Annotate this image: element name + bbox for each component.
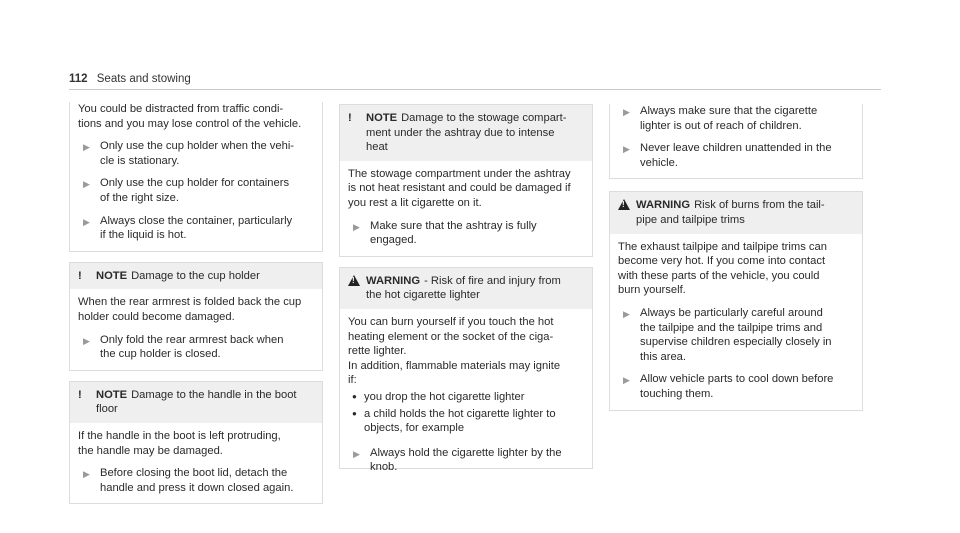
triangle-right-icon: ▶ [353,448,360,459]
triangle-right-icon: ▶ [83,142,90,153]
triangle-right-icon: ▶ [353,221,360,232]
note-body: If the handle in the boot is left protruding, the handle may be damaged. [78,429,281,457]
note-keyword: NOTE [96,269,128,282]
bullet-dot-icon: ● [352,408,357,418]
step-item: ▶ Always make sure that the cigarette lighter is out of reach of children. [618,104,854,133]
page-header [69,72,191,87]
note-stowage-compartment [339,104,593,257]
note-keyword: NOTE [96,388,128,401]
note-body: The stowage compartment under the ashtray is not heat resistant and could be damaged if you rest a lit cigarette on it. [348,167,571,209]
step-item: ▶ Allow vehicle parts to cool down before touching them. [618,372,854,401]
warning-tailpipe [609,191,863,410]
warning-header [610,192,862,233]
step-item: ▶ Make sure that the ashtray is fully engaged. [348,219,584,248]
warning-cigarette-lighter [339,267,593,474]
step-item: ▶ Always close the container, particularly if the liquid is hot. [78,214,314,243]
note-header [70,263,322,290]
section-title: Seats and stowing [96,73,191,85]
warning-body: The exhaust tailpipe and tailpipe trims can become very hot. If you come into contact with these parts of the vehicle, you could burn yourself. [618,240,827,297]
column-3 [609,102,863,411]
warning-keyword: WARNING [636,199,691,212]
list-item: ● a child holds the hot cigarette lighter to objects, for example [348,407,584,436]
step-item: ▶ Only fold the rear armrest back when the cup holder is closed. [78,333,314,362]
exclamation-icon: ! [78,269,82,282]
warning-triangle-icon [348,275,360,286]
header-divider [69,89,881,90]
note-title: Damage to the stowage compart- ment under the ashtray due to intense heat [366,112,567,154]
note-cup-holder [69,262,323,371]
intro-text: You could be distracted from traffic condi- tions and you may lose control of the vehicle. [78,103,302,130]
note-keyword: NOTE [366,112,398,124]
step-item: ▶ Before closing the boot lid, detach the handle and press it down closed again. [78,466,314,495]
triangle-right-icon: ▶ [623,375,630,386]
step-item: ▶ Never leave children unattended in the vehicle. [618,141,854,170]
note-body: When the rear armrest is folded back the cup holder could become damaged. [78,296,302,323]
cup-holder-warning-continued [69,102,323,252]
warning-title: - Risk of fire and injury from the hot cigarette lighter [366,274,561,302]
triangle-right-icon: ▶ [83,335,90,346]
exclamation-icon: ! [78,388,82,401]
triangle-right-icon: ▶ [623,144,630,155]
triangle-right-icon: ▶ [83,469,90,480]
note-title: Damage to the cup holder [131,269,260,282]
step-item: ▶ Always hold the cigarette lighter by the knob. [348,446,584,475]
note-title: Damage to the handle in the boot floor [96,388,297,416]
step-item: ▶ Only use the cup holder when the vehi- cle is stationary. [78,139,314,168]
cigarette-warning-continued [609,104,863,179]
step-item: ▶ Always be particularly careful around the tailpipe and the tailpipe trims and supervise children especially closely in this area. [618,306,854,364]
triangle-right-icon: ▶ [83,216,90,227]
triangle-right-icon: ▶ [623,308,630,319]
bullet-dot-icon: ● [352,391,357,401]
warning-body: In addition, flammable materials may ignite if: [348,359,561,387]
triangle-right-icon: ▶ [623,107,630,117]
note-header [340,105,592,161]
warning-header [340,268,592,309]
triangle-right-icon: ▶ [83,179,90,190]
exclamation-icon: ! [348,112,352,124]
column-2 [339,104,593,474]
warning-keyword: WARNING [366,274,421,287]
page-number: 112 [69,73,88,85]
warning-triangle-icon [618,199,630,210]
note-header [70,382,322,423]
note-boot-handle [69,381,323,505]
column-1 [69,102,323,504]
step-item: ▶ Only use the cup holder for containers of the right size. [78,176,314,205]
warning-body: You can burn yourself if you touch the hot heating element or the socket of the ciga- rette lighter. [348,315,554,358]
warning-title: Risk of burns from the tail- pipe and tailpipe trims [636,199,825,226]
list-item: ● you drop the hot cigarette lighter [348,390,584,405]
